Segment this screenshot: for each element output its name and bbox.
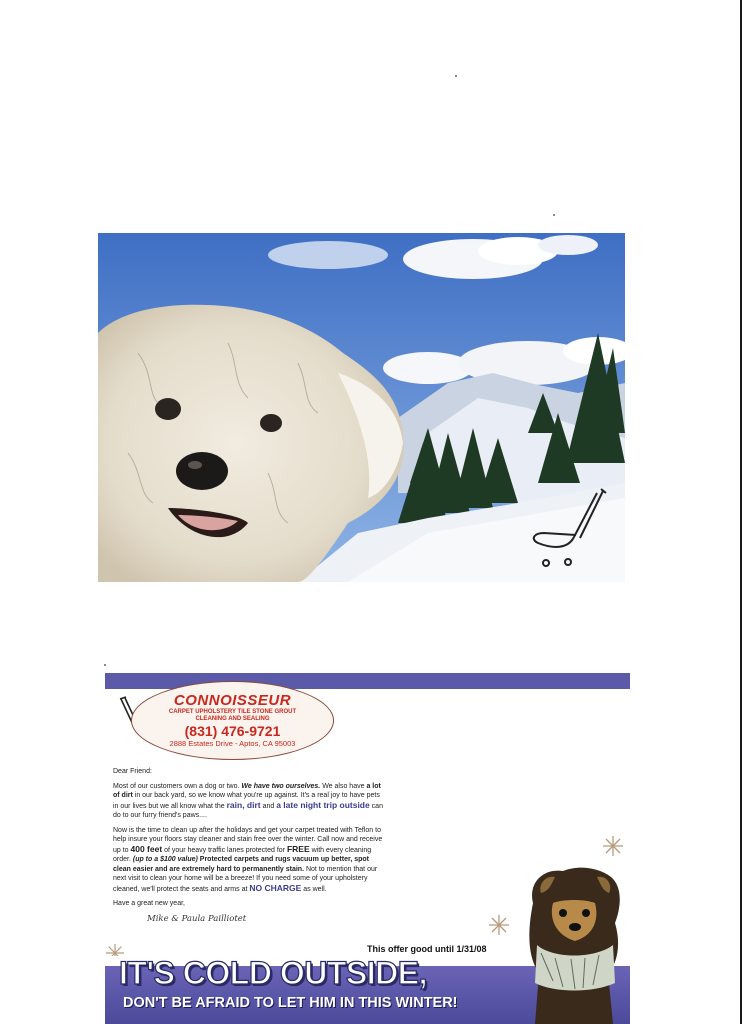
paragraph-1 — [113, 782, 383, 821]
p1-emphasis: rain, dirt — [226, 799, 261, 810]
company-address: 2888 Estates Drive - Aptos, CA 95003 — [169, 739, 296, 748]
p1-text: in our back yard, so we know what you're up against. It's a real joy to have pets in our lives but we all know what the — [113, 792, 380, 810]
offer-text: This offer good until 1/31/08 — [367, 944, 487, 954]
p2-text: with every cleaning order. — [113, 846, 372, 863]
p2-text: of your heavy traffic lanes protected for — [162, 846, 287, 854]
p1-emphasis: a late night trip outside — [276, 799, 370, 810]
p2-text: Now is the time to clean up after the holidays and get your carpet treated with Teflon to help insure your floors stay cleaner and stain free over the winter. Call now and receive up to — [113, 826, 383, 854]
paragraph-2 — [113, 826, 383, 895]
company-services-2: CLEANING AND SEALING — [195, 716, 270, 722]
p2-text: as well. — [301, 885, 327, 893]
p2-emphasis: NO CHARGE — [249, 882, 302, 893]
scan-speck — [455, 75, 457, 77]
snowflake-icon — [602, 835, 624, 857]
p1-text: can do to our furry friend's paws.... — [113, 802, 383, 819]
p2-emphasis: 400 feet — [130, 843, 163, 854]
signature: Mike & Paula Pailliotet — [147, 913, 247, 924]
headline: IT'S COLD OUTSIDE, — [119, 955, 427, 991]
p1-text: and — [260, 802, 277, 810]
scan-speck — [104, 664, 106, 666]
postcard — [105, 673, 630, 1024]
subline: DON'T BE AFRAID TO LET HIM IN THIS WINTER! — [123, 995, 458, 1011]
closing: Have a great new year, — [113, 900, 185, 907]
letter-body — [113, 767, 383, 924]
p2-emphasis: (up to a $100 value) — [132, 856, 198, 863]
scan-speck — [553, 214, 555, 216]
p1-text: Most of our customers own a dog or two. — [113, 782, 242, 790]
greeting: Dear Friend: — [113, 768, 152, 775]
p2-text: Not to mention that our next visit to clean your home will be a breeze! If you need some of your upholstery cleaned, we'll protect the seats and arms at — [113, 865, 378, 893]
p1-emphasis: We have two ourselves. — [241, 782, 321, 790]
page-edge — [740, 0, 742, 1024]
p2-emphasis: Protected carpets and rugs vacuum up better, spot clean easier and are extremely hard to permanently stain. — [113, 856, 369, 873]
company-name: CONNOISSEUR — [173, 692, 292, 709]
company-services: CARPET UPHOLSTERY TILE STONE GROUT — [168, 709, 297, 715]
yorkie-photo — [523, 863, 625, 1024]
p1-emphasis: a lot of dirt — [113, 782, 381, 799]
p1-text: We also have — [320, 782, 367, 790]
dog-snow-photo — [98, 233, 625, 582]
company-phone: (831) 476-9721 — [184, 723, 281, 739]
snowflake-icon — [488, 914, 510, 936]
p2-emphasis: FREE — [286, 843, 310, 854]
company-logo — [131, 681, 334, 760]
